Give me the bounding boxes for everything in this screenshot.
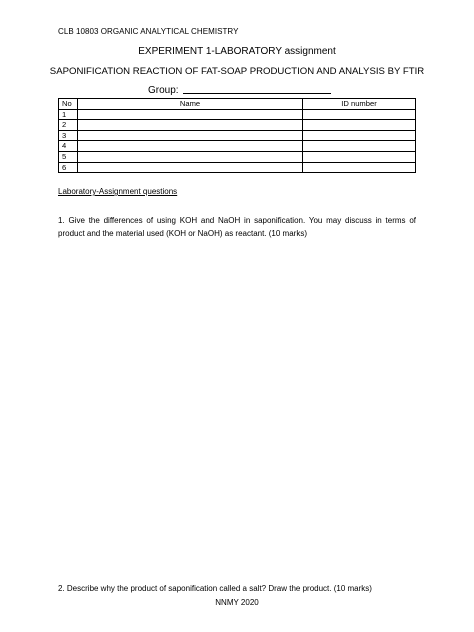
- name-cell[interactable]: [78, 151, 303, 162]
- group-field: [148, 83, 331, 96]
- experiment-subtitle: SAPONIFICATION REACTION OF FAT-SOAP PRODUCTION AND ANALYSIS BY FTIR: [49, 66, 425, 77]
- members-table-header-row: [59, 99, 416, 110]
- id-cell[interactable]: [303, 109, 416, 120]
- id-cell[interactable]: [303, 162, 416, 173]
- row-number: 3: [59, 130, 78, 141]
- id-cell[interactable]: [303, 120, 416, 131]
- name-cell[interactable]: [78, 130, 303, 141]
- header-no: No: [59, 99, 78, 110]
- id-cell[interactable]: [303, 141, 416, 152]
- id-cell[interactable]: [303, 151, 416, 162]
- table-row: [59, 151, 416, 162]
- table-row: [59, 141, 416, 152]
- group-blank-line[interactable]: [183, 83, 331, 94]
- table-row: [59, 120, 416, 131]
- questions-heading: Laboratory-Assignment questions: [58, 187, 178, 196]
- table-row: [59, 162, 416, 173]
- page-footer: NNMY 2020: [215, 598, 259, 607]
- name-cell[interactable]: [78, 162, 303, 173]
- members-table: [58, 98, 416, 173]
- id-cell[interactable]: [303, 130, 416, 141]
- row-number: 6: [59, 162, 78, 173]
- name-cell[interactable]: [78, 109, 303, 120]
- group-label: Group:: [148, 85, 179, 96]
- row-number: 1: [59, 109, 78, 120]
- row-number: 2: [59, 120, 78, 131]
- question-2: 2. Describe why the product of saponification called a salt? Draw the product. (10 marks): [58, 584, 372, 593]
- table-row: [59, 109, 416, 120]
- experiment-title: EXPERIMENT 1-LABORATORY assignment: [138, 46, 336, 57]
- course-header: CLB 10803 ORGANIC ANALYTICAL CHEMISTRY: [58, 27, 239, 36]
- question-1: 1. Give the differences of using KOH and NaOH in saponification. You may discuss in terms of product and the material used (KOH or NaOH) as reactant. (10 marks): [58, 216, 416, 238]
- name-cell[interactable]: [78, 120, 303, 131]
- table-row: [59, 130, 416, 141]
- header-id-number: ID number: [303, 99, 416, 110]
- header-name: Name: [78, 99, 303, 110]
- name-cell[interactable]: [78, 141, 303, 152]
- row-number: 5: [59, 151, 78, 162]
- row-number: 4: [59, 141, 78, 152]
